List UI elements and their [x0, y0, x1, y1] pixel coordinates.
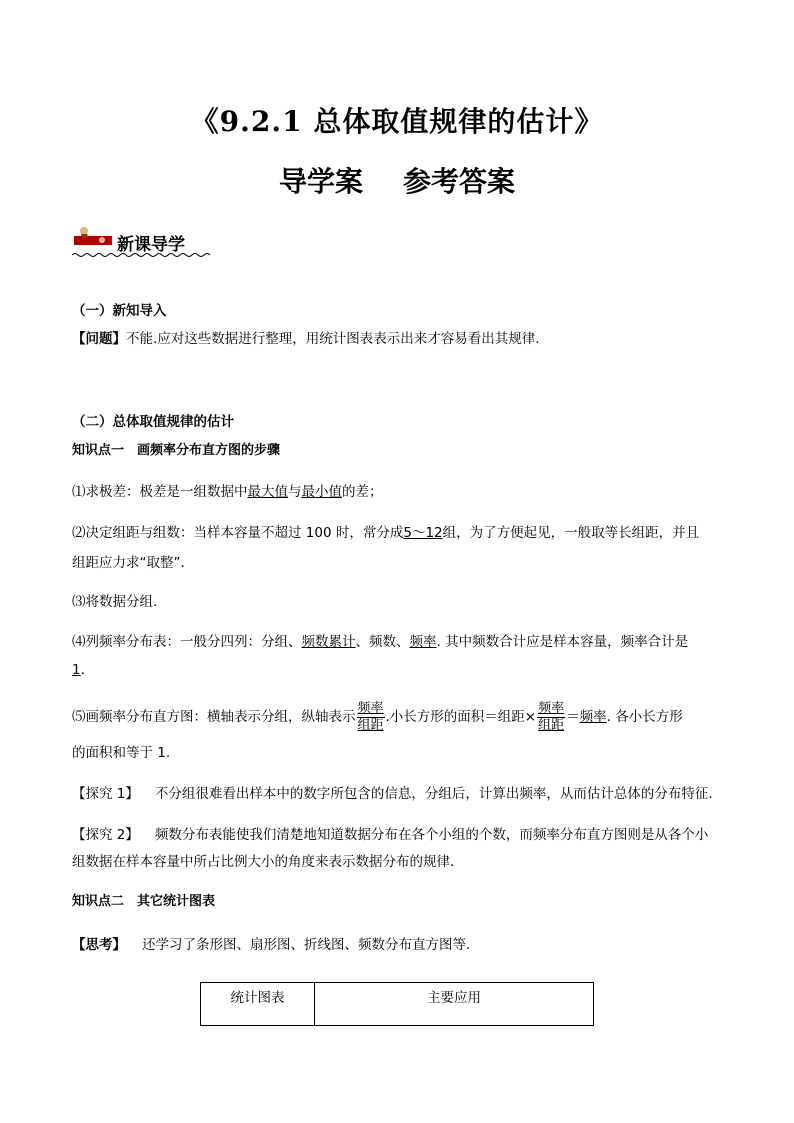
section-banner: [72, 224, 185, 255]
step-1-text-mid: 与: [288, 484, 302, 500]
step-1-text-end: 的差；: [342, 484, 383, 500]
step-4: [72, 632, 732, 652]
fraction-frequency-over-width: [357, 701, 385, 734]
step-1-answer-max: 最大值: [247, 484, 288, 500]
flag-banner-icon: [72, 224, 116, 254]
document-subtitle: [0, 160, 794, 200]
step-2-text-end: 组，为了方便起见，一般取等长组距，并且: [442, 525, 700, 541]
step-2-text: ⑵决定组距与组数：当样本容量不超过 100 时，常分成: [72, 525, 404, 541]
step-5: [72, 697, 732, 737]
explore-2-line2: 组数据在样本容量中所占比例大小的角度来表示数据分布的规律.: [72, 854, 455, 870]
step-4-answer-cumulative: 频数累计: [301, 634, 356, 650]
step-1: [72, 482, 732, 502]
step-2: [72, 523, 732, 543]
fraction-denominator: 组距: [357, 717, 384, 733]
step-5-text-end: . 各小长方形: [606, 709, 683, 725]
fraction-numerator-2: 频率: [538, 700, 565, 716]
subtitle-guide: 导学案: [278, 165, 363, 198]
step-4-text-mid: 、频数、: [355, 634, 410, 650]
step-5-text-mid: .小长方形的面积＝组距×: [385, 709, 537, 725]
fraction-numerator: 频率: [357, 700, 384, 716]
knowledge-point-1: 知识点一 画频率分布直方图的步骤: [72, 443, 281, 458]
question-label: 【问题】: [72, 331, 126, 347]
document-title: 《9.2.1 总体取值规律的估计》: [190, 105, 604, 138]
step-4-text-end: . 其中频数合计应是样本容量，频率合计是: [436, 634, 689, 650]
fraction-frequency-over-width-2: [537, 701, 565, 734]
think-paragraph: [72, 935, 732, 955]
question-paragraph: [72, 329, 732, 349]
think-text: 还学习了条形图、扇形图、折线图、频数分布直方图等.: [142, 937, 471, 953]
step-4-line2: [72, 660, 732, 680]
step-2-line2: 组距应力求“取整”.: [72, 555, 185, 571]
explore-2-text: 频数分布表能使我们清楚地知道数据分布在各个小组的个数，而频率分布直方图则是从各个小: [154, 827, 709, 843]
step-1-answer-min: 最小值: [301, 484, 342, 500]
table-row: [201, 983, 594, 1026]
step-4-answer-total: 1: [72, 662, 81, 678]
step-5-equals: ＝: [566, 709, 580, 725]
table-header-chart: 统计图表: [201, 983, 315, 1026]
knowledge-point-2: 知识点二 其它统计图表: [72, 894, 216, 909]
question-text: 不能.应对这些数据进行整理，用统计图表表示出来才容易看出其规律.: [126, 331, 540, 347]
explore-2: [72, 825, 732, 845]
step-4-answer-frequency: 频率: [409, 634, 437, 650]
step-5-answer: 频率: [579, 709, 607, 725]
subtitle-answers: 参考答案: [403, 165, 516, 198]
step-4-text: ⑷列频率分布表：一般分四列：分组、: [72, 634, 302, 650]
step-4-period: .: [80, 662, 85, 678]
fraction-denominator-2: 组距: [538, 717, 565, 733]
wavy-underline: [72, 252, 212, 258]
explore-1-label: 【探究 1】: [72, 786, 139, 802]
part2-heading: （二）总体取值规律的估计: [72, 414, 234, 430]
think-label: 【思考】: [72, 937, 126, 953]
step-5-text: ⑸画频率分布直方图：横轴表示分组，纵轴表示: [72, 709, 356, 725]
step-3: ⑶将数据分组.: [72, 594, 158, 610]
step-5-line2: 的面积和等于 1.: [72, 745, 171, 761]
statistics-table: [200, 982, 594, 1026]
explore-1: [72, 784, 732, 804]
step-2-answer: 5～12: [403, 525, 443, 541]
step-1-text: ⑴求极差：极差是一组数据中: [72, 484, 248, 500]
table-header-application: 主要应用: [315, 983, 594, 1026]
explore-1-text: 不分组很难看出样本中的数字所包含的信息，分组后，计算出频率，从而估计总体的分布特征.: [154, 786, 713, 802]
part1-heading: （一）新知导入: [72, 303, 167, 319]
explore-2-label: 【探究 2】: [72, 827, 139, 843]
section-banner-label: 新课导学: [117, 235, 185, 255]
